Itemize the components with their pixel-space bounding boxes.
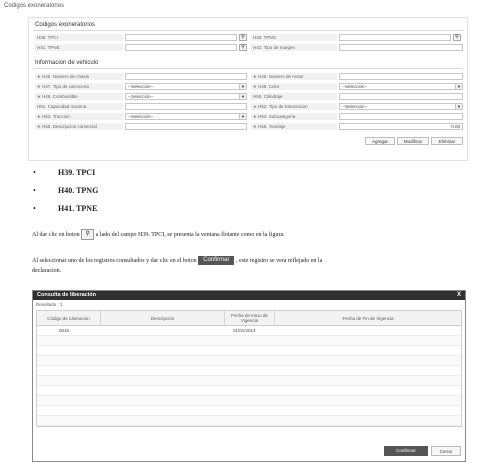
column-header: Fecha de Inicio de Vigencia (225, 311, 275, 326)
chevron-down-icon: ▼ (455, 84, 462, 89)
paragraph-2 (32, 256, 464, 265)
table-row-empty (37, 346, 461, 356)
paragraph-1 (32, 229, 285, 240)
h49-select[interactable] (125, 93, 247, 100)
h41-field[interactable] (125, 44, 237, 51)
h50-field[interactable] (339, 93, 463, 100)
result-count: Resultado : 1 (36, 302, 63, 307)
table-row-empty (37, 396, 461, 406)
bullet-dot: • (33, 204, 36, 213)
magnifier-icon[interactable]: ⚲ (453, 34, 461, 41)
label-h49: ∗ H49. Combustible (35, 93, 123, 100)
paragraph-2-start: Al seleccionar uno de los registros consultados y dar clic en el boton (32, 257, 197, 264)
magnifier-icon[interactable]: ⚲ (239, 34, 247, 41)
paragraph-1-start: Al dar clic en boton (32, 231, 80, 238)
column-header: Descripción (101, 311, 225, 326)
h47-select[interactable] (125, 83, 247, 90)
label-h41: H41. TPNE (35, 44, 123, 51)
table-row-empty (37, 356, 461, 366)
label-h55: ∗ H55. Descripcion comercial (35, 123, 123, 130)
h40-field[interactable] (339, 34, 451, 41)
paragraph-1-end: a lado del campo H39. TPCI, se presenta la ventana flotante como en la figura. (95, 231, 285, 238)
h48-select[interactable] (339, 83, 463, 90)
table-row-empty (37, 406, 461, 416)
h48-value: --Selección-- (342, 84, 368, 89)
paragraph-2-line2: declaracion. (32, 268, 62, 274)
h47-value: --Selección-- (128, 84, 154, 89)
h56-field[interactable]: 0.00 (339, 123, 463, 130)
magnifier-icon: ⚲ (81, 229, 94, 240)
h42-field[interactable] (339, 44, 463, 51)
chevron-down-icon: ▼ (239, 94, 246, 99)
label-h45: ∗ H45. Numero de chasis (35, 73, 123, 80)
bullet-dot: • (33, 168, 36, 177)
chevron-down-icon: ▼ (455, 104, 462, 109)
column-header: Fecha de Fin de Vigencia (275, 311, 461, 326)
label-h39: H39. TPCI (35, 34, 123, 41)
delete-button[interactable]: Eliminar (431, 137, 463, 145)
modify-button[interactable]: Modificar (397, 137, 429, 145)
results-table (36, 310, 462, 427)
form-panel (28, 17, 468, 161)
h52-select[interactable] (339, 103, 463, 110)
section-title-vehiculo: Informacion de vehiculo (35, 60, 99, 66)
h55-field[interactable] (125, 123, 247, 130)
label-h42: H42. Tipo de margen (251, 44, 337, 51)
label-h51: H51. Capacidad maxima (35, 103, 123, 110)
close-button[interactable]: Cerrar (431, 446, 461, 456)
chevron-down-icon: ▼ (239, 84, 246, 89)
table-row-empty (37, 386, 461, 396)
h49-value: --Selección-- (128, 94, 154, 99)
label-h47: ∗ H47. Tipo de carroceria (35, 83, 123, 90)
divider (33, 68, 463, 69)
divider (33, 30, 463, 31)
cell-code: 0016 (59, 328, 70, 333)
table-row-empty (37, 376, 461, 386)
section-title-exoneratorios: Codigos exoneratorios (35, 22, 96, 28)
label-h46: ∗ H46. Numero de motor (251, 73, 337, 80)
h54-field[interactable] (339, 113, 463, 120)
h39-field[interactable] (125, 34, 237, 41)
bullet-item: H39. TPCI (58, 168, 96, 177)
table-row[interactable] (37, 326, 461, 336)
label-h54: ∗ H54. Subcategoria (251, 113, 337, 120)
close-icon[interactable]: X (456, 292, 461, 298)
cell-start-date: 01/01/2013 (233, 328, 256, 333)
table-row-empty (37, 366, 461, 376)
confirm-button[interactable]: Confirmar (384, 446, 428, 456)
modal-title: Consulta de liberación (37, 292, 96, 298)
h53-value: --Selección-- (128, 114, 154, 119)
modal-header (33, 291, 465, 300)
h52-value: --Selección-- (342, 104, 368, 109)
add-button[interactable]: Agregar (365, 137, 395, 145)
bullet-dot: • (33, 186, 36, 195)
table-row-empty (37, 336, 461, 346)
page-title: Codigos exoneratorios (4, 3, 65, 9)
column-header: Código de Liberación (37, 311, 101, 326)
paragraph-2-end: , este registro se vera reflejado en la (235, 257, 323, 264)
label-h40: H40. TPNG (251, 34, 337, 41)
h46-field[interactable] (339, 73, 463, 80)
magnifier-icon[interactable]: ⚲ (239, 44, 247, 51)
label-h48: ∗ H48. Color (251, 83, 337, 90)
label-h52: ∗ H52. Tipo de transmision (251, 103, 337, 110)
h45-field[interactable] (125, 73, 247, 80)
label-h50: H50. Cilindraje (251, 93, 337, 100)
liberation-query-modal (32, 290, 466, 462)
table-row-empty (37, 416, 461, 426)
h53-select[interactable] (125, 113, 247, 120)
chevron-down-icon: ▼ (239, 114, 246, 119)
bullet-item: H41. TPNE (58, 204, 98, 213)
label-h53: ∗ H53. Traccion (35, 113, 123, 120)
h51-field[interactable] (125, 103, 247, 110)
label-h56: ∗ H56. Tonelaje (251, 123, 337, 130)
bullet-item: H40. TPNG (58, 186, 99, 195)
confirm-button-illustration: Confirmar (198, 256, 234, 265)
